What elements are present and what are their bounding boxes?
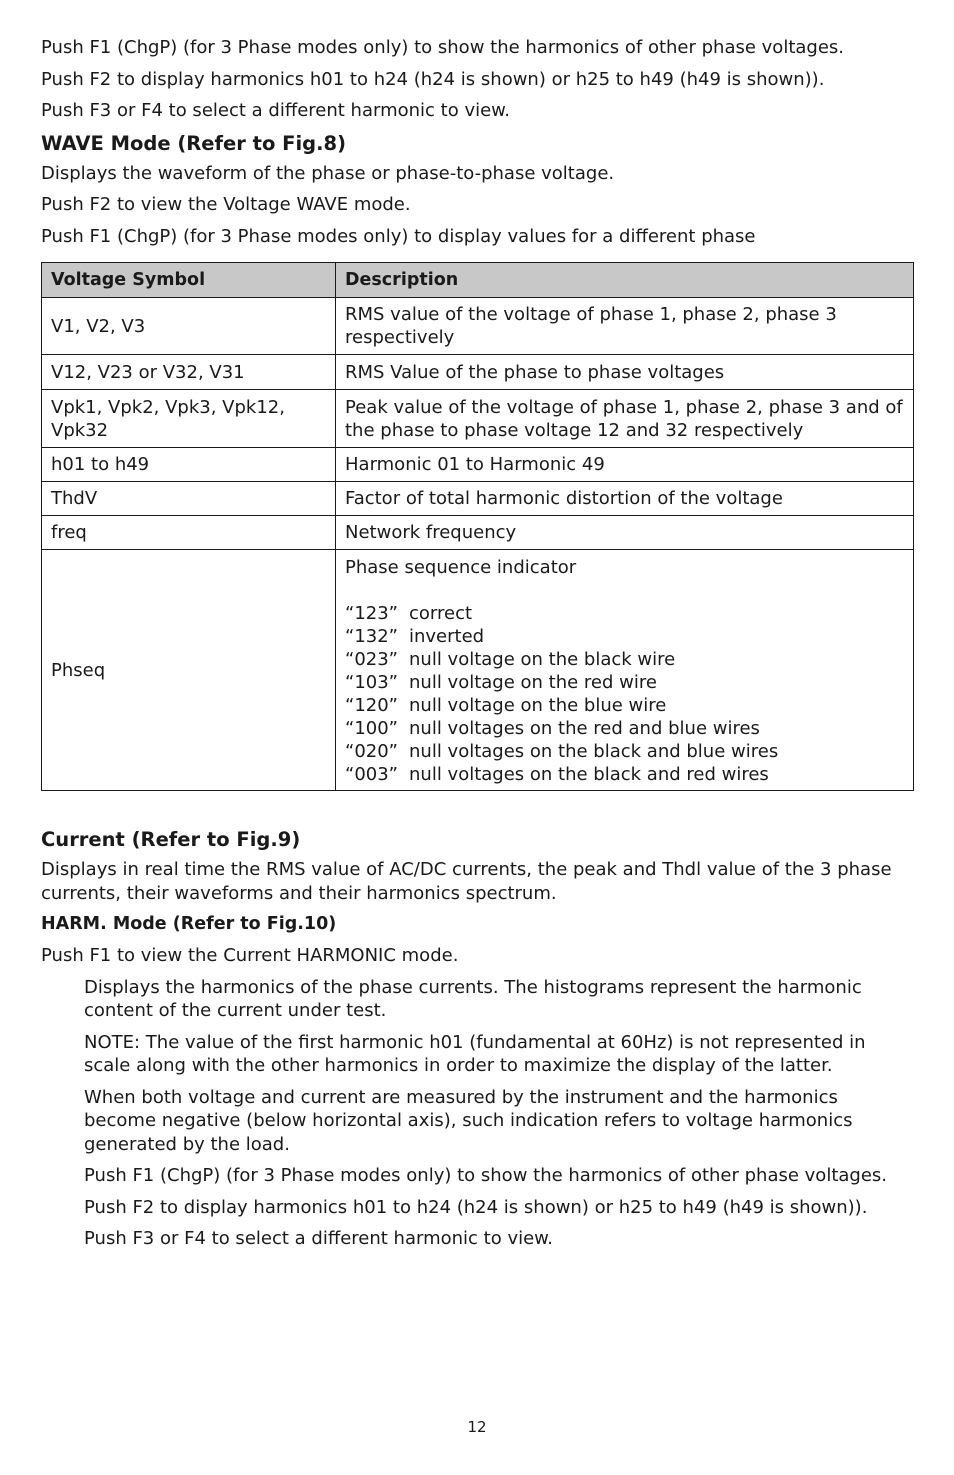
harm-paragraph: NOTE: The value of the first harmonic h01 (fundamental at 60Hz) is not represented in scale along with the other harmonics in order to maximize the display of the latter.	[84, 1031, 866, 1076]
intro-line: Push F1 (ChgP) (for 3 Phase modes only) to show the harmonics of other phase voltages.	[41, 37, 845, 58]
symbol-cell: Vpk1, Vpk2, Vpk3, Vpk12, Vpk32	[42, 390, 336, 448]
wave-line: Displays the waveform of the phase or phase-to-phase voltage.	[41, 162, 615, 184]
wave-line: Push F1 (ChgP) (for 3 Phase modes only) to display values for a different phase	[41, 225, 756, 247]
wave-mode-heading: WAVE Mode (Refer to Fig.8)	[41, 131, 347, 155]
table-row	[42, 482, 914, 516]
description-cell	[336, 550, 914, 791]
table-row	[42, 298, 914, 355]
harm-paragraph: When both voltage and current are measured by the instrument and the harmonics become negative (below horizontal axis), such indication refers to voltage harmonics generated by the load.	[84, 1086, 853, 1155]
sequence-code: “132”	[345, 626, 399, 647]
page-number: 12	[467, 1418, 487, 1436]
list-item	[345, 602, 904, 625]
description-cell: Harmonic 01 to Harmonic 49	[336, 448, 914, 482]
description-cell: Network frequency	[336, 516, 914, 550]
harm-lead: Push F1 to view the Current HARMONIC mode.	[41, 945, 459, 966]
current-heading: Current (Refer to Fig.9)	[41, 828, 301, 851]
harm-details	[41, 976, 914, 1251]
harm-paragraph: Displays the harmonics of the phase currents. The histograms represent the harmonic content of the current under test.	[84, 976, 862, 1021]
list-item	[345, 671, 904, 694]
sequence-meaning: null voltage on the blue wire	[409, 695, 667, 716]
symbol-cell: h01 to h49	[42, 448, 336, 482]
symbol-cell: Phseq	[42, 550, 336, 791]
sequence-meaning: null voltages on the black and red wires	[409, 764, 769, 785]
symbol-cell: freq	[42, 516, 336, 550]
table-row	[42, 390, 914, 448]
current-description: Displays in real time the RMS value of AC/DC currents, the peak and Thdl value of the 3 phase currents, their waveforms and their harmonics spectrum.	[41, 859, 892, 904]
sequence-code: “103”	[345, 672, 399, 693]
sequence-code: “003”	[345, 764, 399, 785]
wave-line: Push F2 to view the Voltage WAVE mode.	[41, 194, 411, 215]
description-cell: RMS Value of the phase to phase voltages	[336, 355, 914, 390]
list-item	[345, 694, 904, 717]
intro-line: Push F3 or F4 to select a different harmonic to view.	[41, 100, 510, 121]
list-item	[345, 625, 904, 648]
description-cell: RMS value of the voltage of phase 1, phase 2, phase 3 respectively	[336, 298, 914, 355]
sequence-meaning: null voltage on the black wire	[409, 649, 676, 670]
sequence-code: “120”	[345, 695, 399, 716]
list-item	[345, 763, 904, 786]
symbol-cell: V1, V2, V3	[42, 298, 336, 355]
list-item	[345, 717, 904, 740]
harm-paragraph: Push F2 to display harmonics h01 to h24 (h24 is shown) or h25 to h49 (h49 is shown)).	[84, 1196, 868, 1218]
symbol-cell: ThdV	[42, 482, 336, 516]
harm-mode-heading: HARM. Mode (Refer to Fig.10)	[41, 914, 337, 934]
harm-paragraph: Push F3 or F4 to select a different harmonic to view.	[84, 1228, 553, 1249]
sequence-code: “023”	[345, 649, 399, 670]
table-row	[42, 516, 914, 550]
phase-sequence-list	[345, 602, 904, 786]
column-header-description: Description	[336, 263, 914, 298]
sequence-meaning: inverted	[409, 626, 485, 647]
symbol-cell: V12, V23 or V32, V31	[42, 355, 336, 390]
table-row	[42, 448, 914, 482]
list-item	[345, 648, 904, 671]
phase-sequence-title: Phase sequence indicator	[345, 557, 577, 578]
table-row-phseq	[42, 550, 914, 791]
harm-paragraph: Push F1 (ChgP) (for 3 Phase modes only) to show the harmonics of other phase voltages.	[84, 1165, 888, 1186]
sequence-meaning: null voltages on the red and blue wires	[409, 718, 760, 739]
description-cell: Peak value of the voltage of phase 1, phase 2, phase 3 and of the phase to phase voltage 12 and 32 respectively	[336, 390, 914, 448]
sequence-meaning: null voltages on the black and blue wires	[409, 741, 779, 762]
sequence-code: “123”	[345, 603, 399, 624]
sequence-code: “020”	[345, 741, 399, 762]
table-header-row	[42, 263, 914, 298]
manual-page	[41, 36, 914, 1259]
intro-line: Push F2 to display harmonics h01 to h24 (h24 is shown) or h25 to h49 (h49 is shown)).	[41, 68, 825, 90]
sequence-meaning: null voltage on the red wire	[409, 672, 657, 693]
voltage-symbol-table	[41, 262, 914, 791]
table-row	[42, 355, 914, 390]
description-cell: Factor of total harmonic distortion of the voltage	[336, 482, 914, 516]
column-header-symbol: Voltage Symbol	[42, 263, 336, 298]
sequence-code: “100”	[345, 718, 399, 739]
list-item	[345, 740, 904, 763]
sequence-meaning: correct	[409, 603, 473, 624]
